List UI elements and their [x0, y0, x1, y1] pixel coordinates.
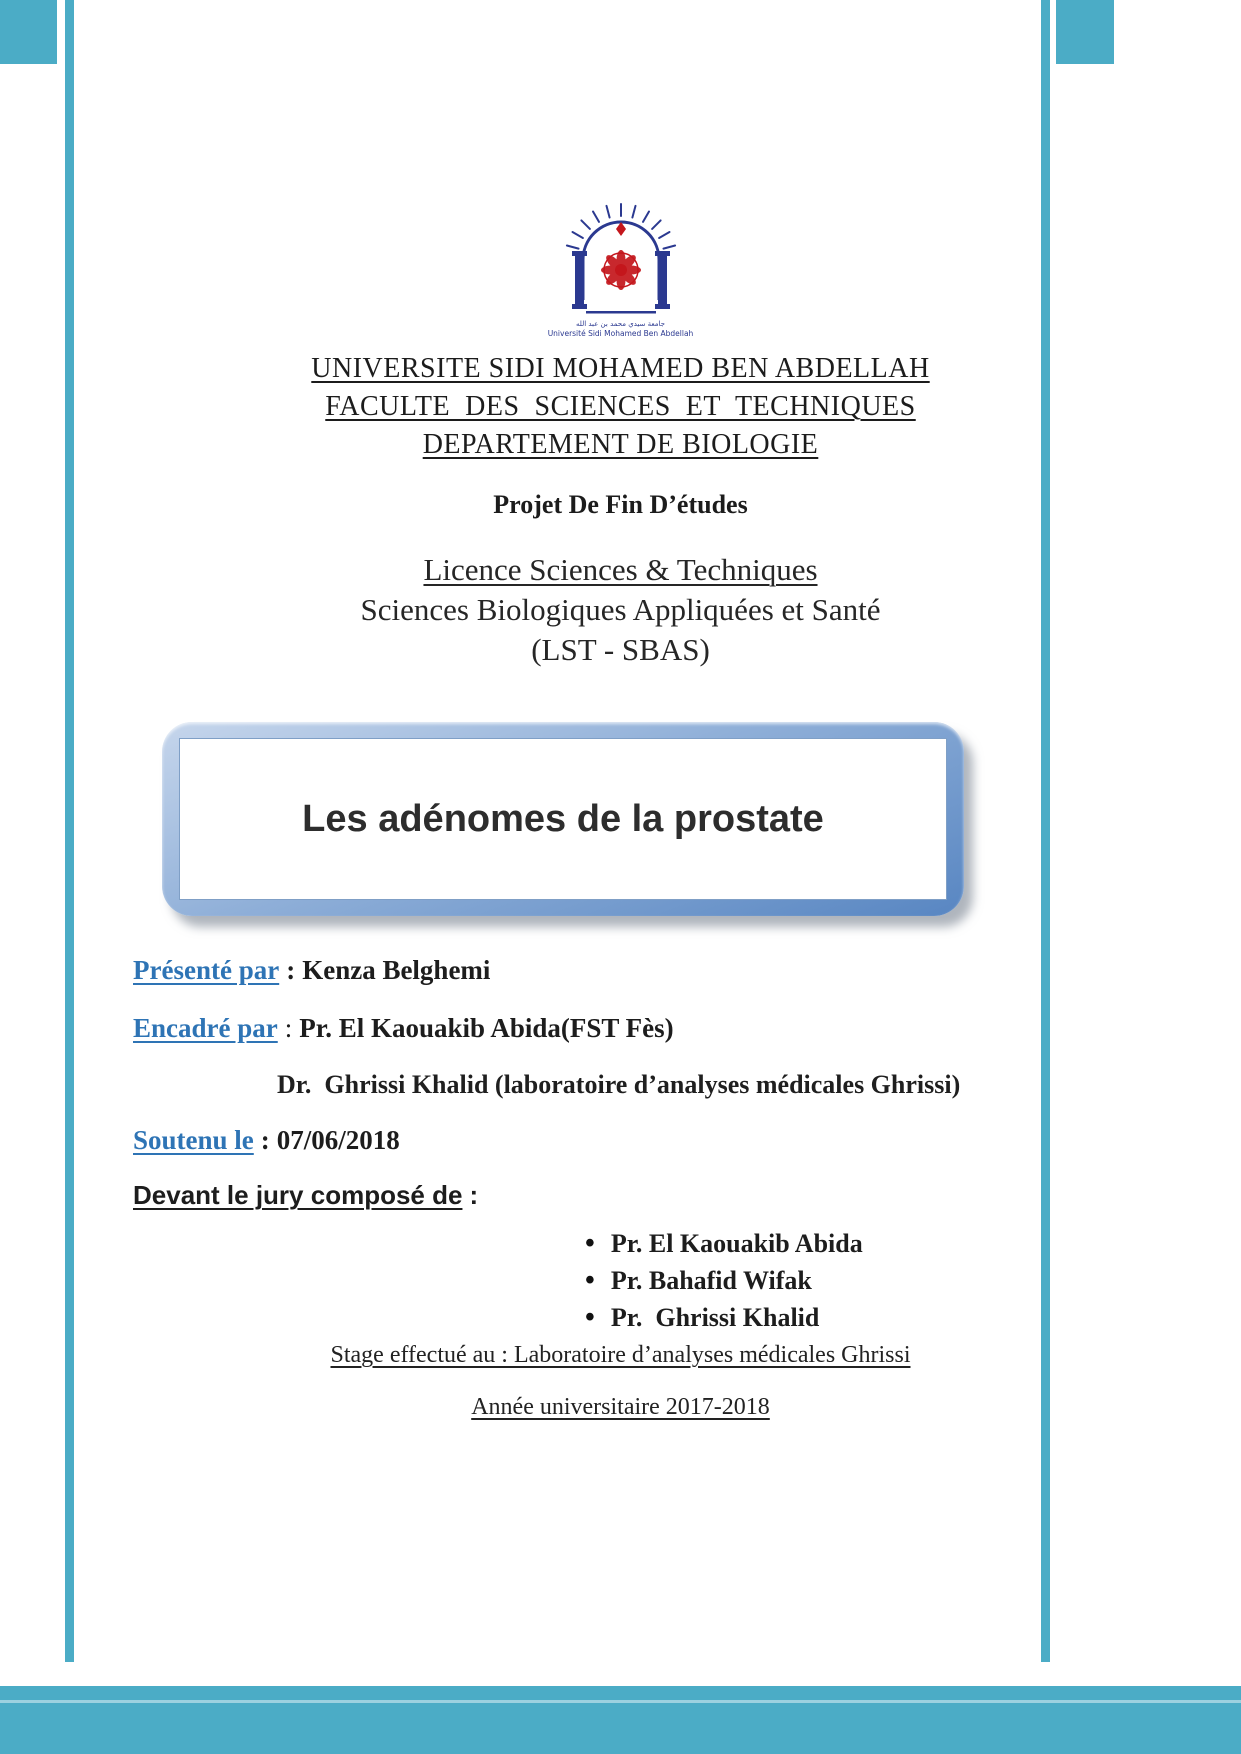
jury-member-name: Pr. El Kaouakib Abida [610, 1229, 863, 1258]
presented-by-line [133, 955, 490, 986]
academic-year-text: Année universitaire 2017-2018 [471, 1394, 770, 1420]
supervisor-1-value: Pr. El Kaouakib Abida(FST Fès) [299, 1013, 674, 1043]
program-title: Sciences Biologiques Appliquées et Santé [360, 592, 881, 627]
program-abbreviation: (LST - SBAS) [531, 632, 710, 667]
presented-by-value: Kenza Belghemi [302, 955, 491, 985]
decor-top-left-bar [0, 0, 57, 64]
separator-colon: : [469, 1180, 479, 1210]
separator-colon: : [260, 1125, 270, 1155]
jury-member-name: Pr. Bahafid Wifak [610, 1266, 812, 1295]
jury-member-name: Pr. Ghrissi Khalid [610, 1303, 820, 1332]
defended-on-label: Soutenu le [133, 1125, 254, 1155]
separator-colon: : [284, 1013, 293, 1043]
jury-member-row [585, 1228, 863, 1265]
bullet-icon: • [585, 1265, 595, 1296]
decor-bottom-band [0, 1686, 1241, 1754]
report-title: Les adénomes de la prostate [302, 797, 824, 840]
university-emblem-icon [556, 198, 686, 320]
university-name: UNIVERSITE SIDI MOHAMED BEN ABDELLAH [311, 353, 930, 384]
internship-line [0, 1342, 1241, 1369]
bullet-icon: • [585, 1302, 595, 1333]
jury-heading-line [133, 1180, 485, 1211]
faculty-name: FACULTE DES SCIENCES ET TECHNIQUES [325, 391, 916, 422]
defended-on-date: 07/06/2018 [276, 1125, 400, 1155]
defended-on-line [133, 1125, 400, 1156]
degree-block [0, 550, 1241, 670]
logo-caption-latin: Université Sidi Mohamed Ben Abdellah [547, 329, 694, 338]
degree-title: Licence Sciences & Techniques [423, 552, 818, 587]
institution-header [0, 350, 1241, 464]
jury-member-row [585, 1265, 863, 1302]
jury-member-row [585, 1302, 863, 1339]
supervised-by-label: Encadré par [133, 1013, 278, 1043]
jury-list [585, 1228, 863, 1339]
internship-text: Stage effectué au : Laboratoire d’analyses médicales Ghrissi [330, 1342, 911, 1368]
decor-bottom-band-highlight [0, 1700, 1241, 1703]
university-logo [0, 198, 1241, 339]
decor-top-right-bar [1056, 0, 1114, 64]
project-type: Projet De Fin D’études [493, 490, 748, 519]
academic-year-line [0, 1394, 1241, 1421]
separator-colon: : [286, 955, 296, 985]
jury-heading-label: Devant le jury composé de [133, 1180, 463, 1210]
department-name: DEPARTEMENT DE BIOLOGIE [422, 429, 819, 460]
report-title-box [162, 722, 964, 916]
bullet-icon: • [585, 1228, 595, 1259]
supervised-by-line [133, 1013, 674, 1044]
logo-caption-arabic: جامعة سيدي محمد بن عبد الله [576, 320, 665, 328]
report-title-box-inner [179, 738, 947, 900]
supervisor-2-value: Dr. Ghrissi Khalid (laboratoire d’analyses médicales Ghrissi) [277, 1070, 961, 1099]
presented-by-label: Présenté par [133, 955, 280, 985]
